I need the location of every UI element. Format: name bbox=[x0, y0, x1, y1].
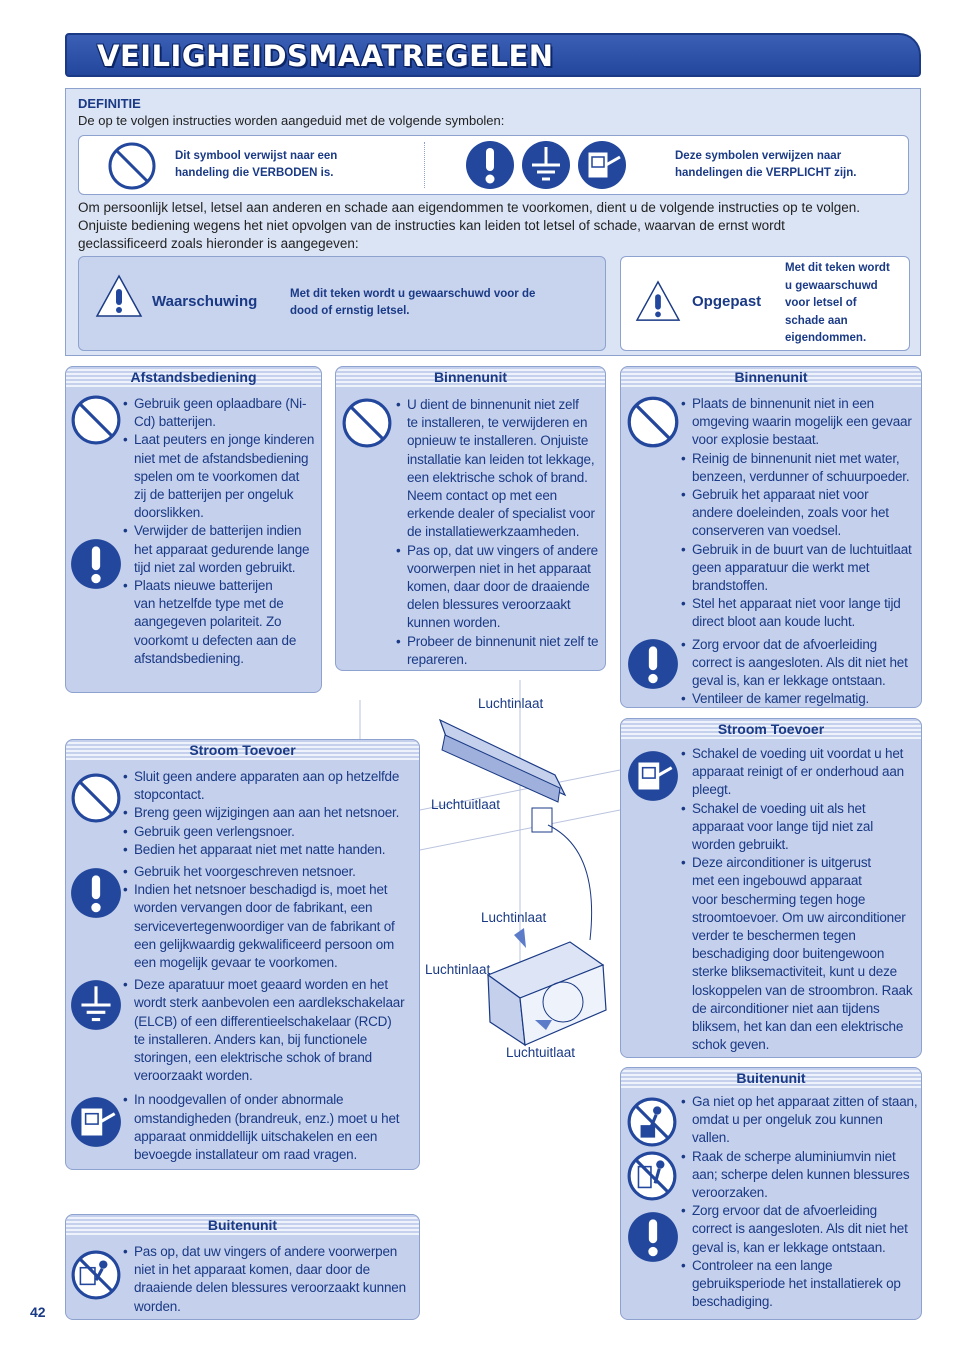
intro-text: Om persoonlijk letsel, letsel aan anderen en schade aan eigendommen te voorkomen, dient u de volgende instructies op te volgen. Onjuiste bediening wegens het niet opvolgen van de instructies kan leiden tot letsel of schade, waarvan de ernst wordt geclassificeerd zoals hieronder is aangegeven: bbox=[78, 200, 860, 251]
caution-description: Met dit teken wordt u gewaarschuwd voor letsel of schade aan eigendommen. bbox=[785, 262, 890, 344]
mandatory-icon bbox=[626, 637, 680, 691]
outdoor-right-instruction-list bbox=[681, 1093, 921, 1311]
list-item: • Schakel de voeding uit als het apparaat voor lange tijd niet zal worden gebruikt. bbox=[681, 800, 921, 855]
page-number: 42 bbox=[30, 1304, 46, 1320]
panel-title: Afstandsbediening bbox=[66, 367, 321, 387]
definition-box bbox=[65, 88, 921, 356]
list-item: • In noodgevallen of onder abnormale omstandigheden (brandreuk, enz.) moet u het apparaat onmiddellijk uitschakelen en een bevoegde installateur om raad vragen. bbox=[123, 1091, 419, 1164]
list-item: • Probeer de binnenunit niet zelf te repareren. bbox=[396, 633, 604, 669]
list-item: • Schakel de voeding uit voordat u het apparaat reinigt of er onderhoud aan pleegt. bbox=[681, 745, 921, 800]
no-touch-fin-icon bbox=[626, 1150, 678, 1202]
panel-power-supply-left bbox=[65, 739, 420, 1170]
indoor-air-outlet-label: Luchtuitlaat bbox=[431, 797, 501, 812]
warning-triangle-icon bbox=[95, 273, 143, 319]
list-item: • Gebruik in de buurt van de luchtuitlaat geen apparatuur die werkt met brandstoffen. bbox=[681, 541, 921, 596]
indoor-air-inlet-label: Luchtinlaat bbox=[478, 696, 544, 711]
list-item: • Breng geen wijzigingen aan aan het netsnoer. bbox=[123, 804, 419, 822]
panel-outdoor-unit-right bbox=[620, 1067, 922, 1320]
outdoor-left-instruction-list bbox=[123, 1243, 419, 1316]
list-item: • Pas op, dat uw vingers of andere voorwerpen niet in het apparaat komen, daar door de draaiende delen blessures veroorzaakt kunnen worden. bbox=[396, 542, 604, 633]
page-title: VEILIGHEIDSMAATREGELEN bbox=[97, 39, 554, 73]
list-item: • U dient de binnenunit niet zelf te installeren, te verwijderen en opnieuw te installeren. Onjuiste installatie kan leiden tot lekkage, een elektrische schok of brand. Neem contact op met een erkende dealer of specialist voor de installatiewerkzaamheden. bbox=[396, 396, 604, 542]
no-fingers-icon bbox=[70, 1249, 122, 1301]
list-item: • Pas op, dat uw vingers of andere voorwerpen niet in het apparaat komen, daar door de draaiende delen blessures veroorzaakt kunnen worden. bbox=[123, 1243, 419, 1316]
list-item: • Bedien het apparaat niet met natte handen. bbox=[123, 841, 419, 859]
indoor-mid-instruction-list bbox=[396, 396, 604, 669]
panel-title: Binnenunit bbox=[336, 367, 605, 387]
list-item: • Gebruik geen oplaadbare (Ni- Cd) batterijen. bbox=[123, 395, 319, 431]
outdoor-air-outlet-label: Luchtuitlaat bbox=[506, 1045, 576, 1060]
caution-label: Opgepast bbox=[692, 293, 762, 310]
warning-legend bbox=[78, 256, 606, 351]
list-item: • Reinig de binnenunit niet met water, benzeen, verdunner of schuurpoeder. bbox=[681, 450, 921, 486]
list-item: • Controleer na een lange gebruiksperiode het installatierek op beschadiging. bbox=[681, 1257, 921, 1312]
remote-instruction-list bbox=[123, 395, 319, 668]
prohibited-icon bbox=[70, 772, 122, 824]
unplug-icon bbox=[576, 139, 628, 191]
list-item: • Gebruik het apparaat niet voor andere doeleinden, zoals voor het conserveren van voedsel. bbox=[681, 486, 921, 541]
mandatory-icon bbox=[69, 866, 123, 920]
earth-icon bbox=[69, 978, 123, 1032]
list-item: • Deze airconditioner is uitgerust met een ingebouwd apparaat voor bescherming tegen hoge stroomtoevoer. Om uw airconditioner verder te beschermen tegen beschadiging door buitengewoon sterke bliksemactiviteit, kunt u deze loskoppelen van de stroombron. Raak de airconditioner niet aan tijdens bliksem, het kan dan een elektrische schok geven. bbox=[681, 854, 921, 1054]
list-item: • Zorg ervoor dat de afvoerleiding correct is aangesloten. Als dit niet het geval is, kan er lekkage ontstaan. bbox=[681, 1202, 921, 1257]
definition-subtitle: De op te volgen instructies worden aangeduid met de volgende symbolen: bbox=[78, 113, 505, 128]
prohibited-description: Dit symbool verwijst naar een handeling die VERBODEN is. bbox=[175, 150, 338, 179]
caution-triangle-icon bbox=[635, 279, 681, 323]
panel-title: Stroom Toevoer bbox=[621, 719, 921, 739]
mandatory-icon bbox=[69, 537, 123, 591]
panel-remote-control bbox=[65, 366, 322, 693]
warning-label: Waarschuwing bbox=[152, 293, 258, 310]
outdoor-air-inlet-side-label: Luchtinlaat bbox=[425, 962, 491, 977]
prohibited-icon bbox=[626, 395, 680, 449]
power-left-instruction-list bbox=[123, 768, 419, 1164]
panel-power-supply-right bbox=[620, 718, 922, 1058]
list-item: • Sluit geen andere apparaten aan op hetzelfde stopcontact. bbox=[123, 768, 419, 804]
indoor-right-instruction-list bbox=[681, 395, 921, 708]
list-item: • Plaats de binnenunit niet in een omgeving waarin mogelijk een gevaar voor explosie bestaat. bbox=[681, 395, 921, 450]
caution-legend bbox=[620, 256, 910, 351]
outdoor-air-inlet-top-label: Luchtinlaat bbox=[481, 910, 547, 925]
unplug-icon bbox=[69, 1095, 123, 1149]
list-item: • Ga niet op het apparaat zitten of staan, omdat u per ongeluk zou kunnen vallen. bbox=[681, 1093, 921, 1148]
panel-title: Binnenunit bbox=[621, 367, 921, 387]
prohibited-icon bbox=[107, 141, 157, 191]
symbol-legend bbox=[78, 135, 909, 195]
mandatory-icon bbox=[464, 139, 516, 191]
list-item: • Plaats nieuwe batterijen van hetzelfde type met de aangegeven polariteit. Zo voorkomt u defecten aan de afstandsbediening. bbox=[123, 577, 319, 668]
list-item: • Gebruik het voorgeschreven netsnoer. bbox=[123, 863, 419, 881]
list-item: • Verwijder de batterijen indien het apparaat gedurende lange tijd niet zal worden gebruikt. bbox=[123, 522, 319, 577]
unplug-icon bbox=[626, 749, 680, 803]
list-item: • Gebruik geen verlengsnoer. bbox=[123, 823, 419, 841]
power-right-instruction-list bbox=[681, 745, 921, 1054]
list-item: • Zorg ervoor dat de afvoerleiding correct is aangesloten. Als dit niet het geval is, kan er lekkage ontstaan. bbox=[681, 636, 921, 691]
list-item: • Ventileer de kamer regelmatig. bbox=[681, 690, 921, 708]
panel-title: Buitenunit bbox=[66, 1215, 419, 1235]
mandatory-icon bbox=[626, 1210, 680, 1264]
warning-description: Met dit teken wordt u gewaarschuwd voor de dood of ernstig letsel. bbox=[290, 288, 536, 317]
prohibited-icon bbox=[341, 397, 393, 449]
panel-title: Buitenunit bbox=[621, 1068, 921, 1088]
list-item: • Indien het netsnoer beschadigd is, moet het worden vervangen door de fabrikant, een servicevertegenwoordiger van de fabrikant of een gelijkwaardig gekwalificeerd persoon om een mogelijk gevaar te voorkomen. bbox=[123, 881, 419, 972]
panel-indoor-unit-middle bbox=[335, 366, 606, 671]
title-bar bbox=[65, 33, 921, 77]
panel-indoor-unit-right bbox=[620, 366, 922, 708]
panel-title: Stroom Toevoer bbox=[66, 740, 419, 760]
list-item: • Deze aparatuur moet geaard worden en het wordt sterk aanbevolen een aardlekschakelaar (ELCB) of een differentieelschakelaar (RCD) te installeren. Anders kan, bij functionele storingen, een elektrische schok of brand veroorzaakt worden. bbox=[123, 976, 419, 1085]
mandatory-description: Deze symbolen verwijzen naar handelingen die VERPLICHT zijn. bbox=[675, 150, 857, 179]
list-item: • Laat peuters en jonge kinderen niet met de afstandsbediening spelen om te voorkomen dat zij de batterijen per ongeluk doorslikken. bbox=[123, 431, 319, 522]
definition-heading: DEFINITIE bbox=[78, 96, 141, 111]
list-item: • Stel het apparaat niet voor lange tijd direct bloot aan koude lucht. bbox=[681, 595, 921, 631]
list-item: • Raak de scherpe aluminiumvin niet aan; scherpe delen kunnen blessures veroorzaken. bbox=[681, 1148, 921, 1203]
panel-outdoor-unit-left bbox=[65, 1214, 420, 1320]
earth-icon bbox=[520, 139, 572, 191]
prohibited-icon bbox=[70, 394, 122, 446]
no-climbing-icon bbox=[626, 1096, 678, 1148]
